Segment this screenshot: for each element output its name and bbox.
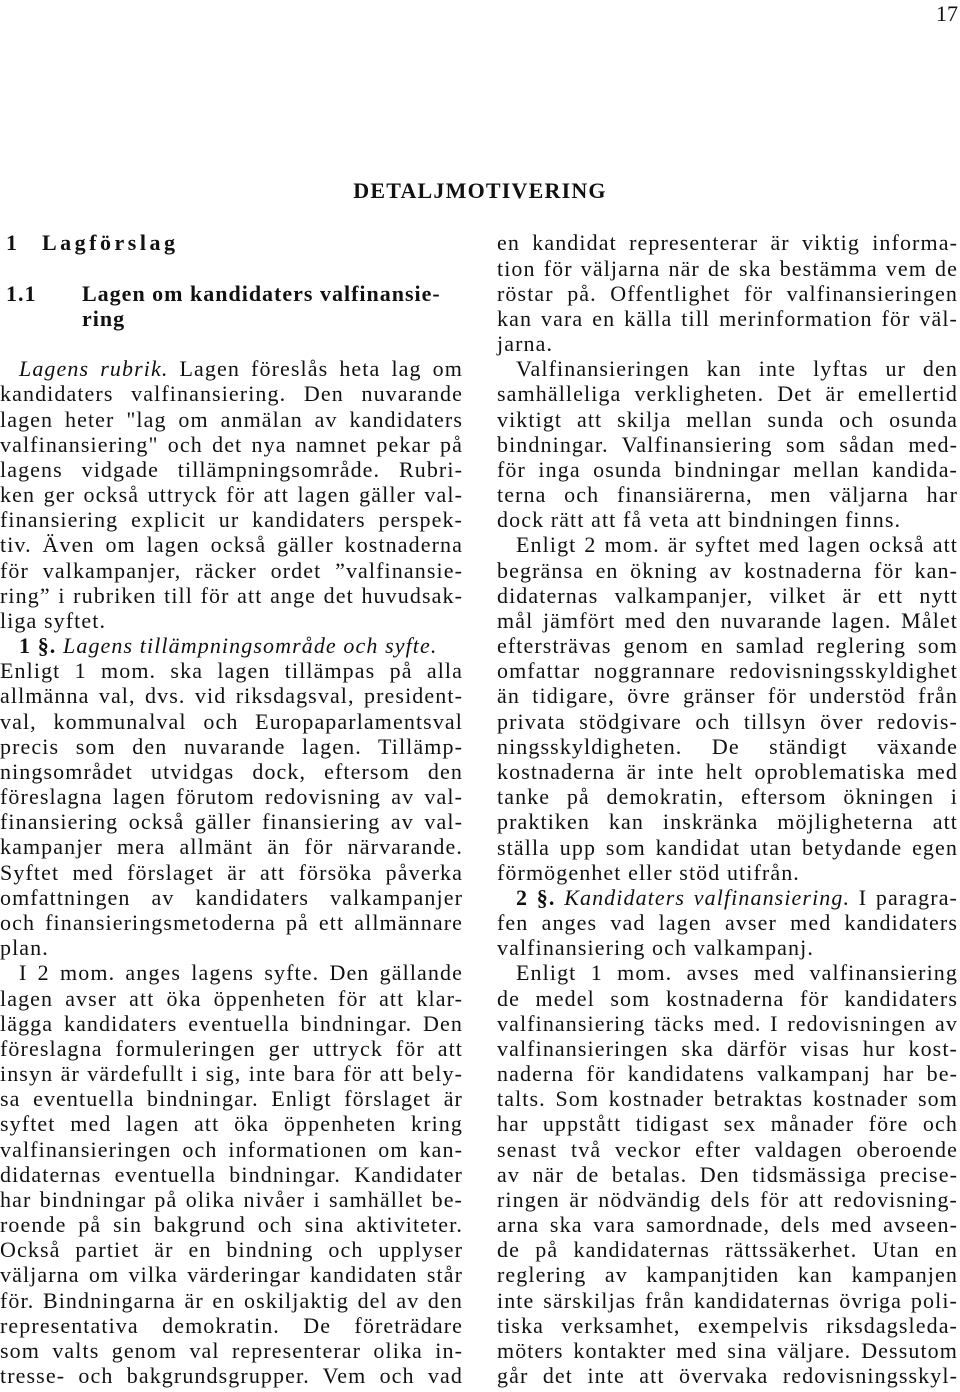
text-line <box>0 1011 463 1036</box>
paragraph-2-mom <box>0 960 463 1388</box>
line-text: tion för väljarna när de ska bestämma vem de <box>497 255 958 281</box>
line-text: och finansieringsmetoderna på ett allmännare <box>0 910 463 935</box>
paragraph-1-mom <box>0 658 463 960</box>
line-text: Lagen föreslås heta lag om <box>179 356 463 382</box>
text-line <box>0 1288 463 1313</box>
line-text: viktigt att skilja mellan sunda och osunda <box>497 406 958 432</box>
text-line <box>497 1187 958 1212</box>
line-text: dock rätt att få veta att bindningen finns. <box>497 507 902 533</box>
text-line <box>497 734 958 759</box>
text-line <box>497 1338 958 1363</box>
line-text: ningsskyldigheten. De ständigt växande <box>497 733 958 759</box>
text-line <box>497 331 958 356</box>
chapter-heading <box>0 230 463 255</box>
text-line <box>497 230 958 255</box>
text-line <box>497 608 958 633</box>
text-line <box>497 1212 958 1237</box>
text-line <box>0 1187 463 1212</box>
text-line <box>0 1262 463 1287</box>
line-text: roende på sin bakgrund och sina aktiviteter. <box>0 1212 463 1238</box>
text-line <box>497 1363 958 1388</box>
text-line <box>497 281 958 306</box>
text-line <box>0 885 463 910</box>
text-line <box>0 734 463 759</box>
line-text: precis som den nuvarande lagen. Tillämp- <box>0 733 463 759</box>
line-text: väljarna om vilka värderingar kandidaten står <box>0 1262 463 1288</box>
line-text: privata stödgivare och tillsyn över redovis- <box>497 708 958 734</box>
text-line <box>497 709 958 734</box>
text-line <box>497 784 958 809</box>
text-line <box>0 709 463 734</box>
line-text: naderna för kandidatens valkampanj har be- <box>497 1061 958 1087</box>
line-text: ring” i rubriken till för att ange det huvudsak- <box>0 582 463 608</box>
line-text: kandidaters valfinansiering. Den nuvarande <box>0 381 463 407</box>
line-text: kostnaderna är inte helt oproblematiska med <box>497 759 958 784</box>
text-line <box>0 1338 463 1363</box>
line-text: har bindningar på olika nivåer i samhället be- <box>0 1186 463 1212</box>
line-text: samhälleliga verkligheten. Det är emellertid <box>497 381 958 407</box>
paragraph-2-mom <box>497 532 958 884</box>
text-line <box>497 457 958 482</box>
line-text: de medel som kostnaderna för kandidaters <box>497 985 958 1011</box>
text-line <box>0 1313 463 1338</box>
line-text: går det inte att övervaka redovisningsskyl- <box>497 1363 958 1389</box>
right-column <box>497 230 958 1388</box>
line-text: insyn är värdefullt i sig, inte bara för att bely- <box>0 1061 463 1087</box>
paragraph-lagens-rubrik <box>0 356 463 633</box>
line-text: Också partiet är en bindning och upplyser <box>0 1237 463 1263</box>
line-text: lägga kandidaters eventuella bindningar. Den <box>0 1010 463 1036</box>
text-line <box>497 633 958 658</box>
line-text: kampanjer mera allmänt än för närvarande. <box>0 834 463 860</box>
paragraph-1-mom <box>497 960 958 1388</box>
line-text: en kandidat representerar är viktig informa- <box>497 230 958 256</box>
text-line <box>497 860 958 885</box>
line-text: föreslagna lagen förutom redovisning av val- <box>0 784 463 810</box>
page-number: 17 <box>936 1 958 26</box>
text-line <box>497 1086 958 1111</box>
text-line <box>497 1162 958 1187</box>
text-line <box>0 381 463 406</box>
line-text: arna ska vara samordnade, dels med avseen- <box>497 1212 958 1238</box>
section-title-line: Lagen om kandidaters valfinansie- <box>82 280 441 306</box>
paragraph-title: Kandidaters valfinansiering. <box>564 884 851 910</box>
line-text: för valkampanjer, räcker ordet ”valfinansie- <box>0 557 463 583</box>
paragraph-continued <box>497 230 958 356</box>
line-text: Syftet med förslaget är att försöka påverka <box>0 859 463 885</box>
line-text: omfattar noggrannare redovisningsskyldighet <box>497 658 958 684</box>
text-line <box>497 306 958 331</box>
line-text: lagen heter "lag om anmälan av kandidaters <box>0 406 463 432</box>
line-text: förmögenhet eller stöd utifrån. <box>497 859 800 885</box>
text-line <box>0 1212 463 1237</box>
text-line <box>497 1111 958 1136</box>
text-line <box>497 1262 958 1287</box>
text-line <box>497 1137 958 1162</box>
line-text: ken ger också uttryck för att lagen gäller val- <box>0 482 463 508</box>
text-line <box>497 658 958 683</box>
line-text: lagens vidgade tillämpningsområde. Rubri- <box>0 456 463 482</box>
line-text: talts. Som kostnader betraktas kostnader som <box>497 1086 958 1112</box>
line-text: ringen är nödvändig dels för att redovisning- <box>497 1186 958 1212</box>
line-text: har uppstått tidigast sex månader före och <box>497 1111 958 1137</box>
text-line <box>0 1137 463 1162</box>
line-text: för inga osunda bindningar mellan kandida- <box>497 456 958 482</box>
line-text: didaternas valkampanjer, vilket är ett nytt <box>497 582 958 608</box>
line-text: valfinansiering" och det nya namnet pekar på <box>0 431 463 457</box>
text-line <box>0 558 463 583</box>
text-line <box>497 885 958 910</box>
section-title-line: ring <box>82 305 126 331</box>
line-text: röstar på. Offentlighet för valfinansieringen <box>497 280 958 306</box>
text-line <box>497 1036 958 1061</box>
text-line <box>497 835 958 860</box>
text-line <box>497 432 958 457</box>
text-line <box>497 507 958 532</box>
text-line <box>497 1313 958 1338</box>
text-line <box>497 532 958 557</box>
paragraph-2-section <box>497 885 958 961</box>
text-line <box>497 583 958 608</box>
text-line <box>497 683 958 708</box>
text-line <box>0 407 463 432</box>
text-line <box>0 960 463 985</box>
line-text: möters kontakter med sina väljare. Dessutom <box>497 1337 958 1363</box>
text-line <box>0 356 463 381</box>
line-text: representativa demokratin. De företrädare <box>0 1312 463 1338</box>
line-text: I 2 mom. anges lagens syfte. Den gällande <box>19 960 463 986</box>
text-line <box>0 507 463 532</box>
line-text: didaternas eventuella bindningar. Kandidater <box>0 1161 463 1187</box>
text-line <box>497 558 958 583</box>
text-line <box>497 1061 958 1086</box>
paragraph-number: 2 §. <box>516 884 556 910</box>
text-line <box>497 356 958 381</box>
text-line <box>0 1237 463 1262</box>
line-text: ställa upp som kandidat utan betydande egen <box>497 834 958 860</box>
paragraph-1-heading <box>0 633 463 658</box>
line-text: kan vara en källa till merinformation för väl- <box>497 305 958 331</box>
line-text: föreslagna formuleringen ger uttryck för att <box>0 1035 463 1061</box>
line-text: plan. <box>0 935 49 961</box>
line-text: de på kandidaternas rättssäkerhet. Utan en <box>497 1237 958 1263</box>
line-text: praktiken kan inskränka möjligheterna att <box>497 809 958 835</box>
text-line <box>0 1111 463 1136</box>
text-line <box>497 935 958 960</box>
section-title: DETALJMOTIVERING <box>353 178 607 203</box>
paragraph-lead: Lagens rubrik. <box>19 356 169 382</box>
line-text: Enligt 1 mom. ska lagen tillämpas på alla <box>0 658 463 684</box>
text-line <box>0 834 463 859</box>
text-line <box>497 407 958 432</box>
line-text: finansiering explicit ur kandidaters perspek- <box>0 507 463 533</box>
line-text: reglering av kampanjtiden kan kampanjen <box>497 1262 958 1288</box>
line-text: Enligt 2 mom. är syftet med lagen också att <box>516 532 958 558</box>
text-line <box>0 1363 463 1388</box>
line-text: sa eventuella bindningar. Enligt förslaget är <box>0 1086 463 1112</box>
chapter-title: Lagförslag <box>42 230 179 256</box>
line-text: I paragra- <box>858 884 958 910</box>
line-text: tiv. Även om lagen också gäller kostnaderna <box>0 532 463 558</box>
line-text: liga syftet. <box>0 607 107 633</box>
line-text: eftersträvas genom en samlad reglering som <box>497 633 958 659</box>
spacer <box>0 331 463 356</box>
text-line <box>0 1086 463 1111</box>
line-text: jarna. <box>497 331 554 357</box>
line-text: mål jämfört med den nuvarande lagen. Målet <box>497 607 958 633</box>
line-text: inte särskiljas från kandidaternas övriga poli- <box>497 1287 958 1313</box>
text-line <box>0 583 463 608</box>
line-text: valfinansiering och valkampanj. <box>497 935 814 961</box>
line-text: senast två veckor efter valdagen oberoende <box>497 1136 958 1162</box>
text-line <box>497 759 958 784</box>
line-text: ningsområdet utvidgas dock, eftersom den <box>0 758 463 784</box>
text-line <box>0 860 463 885</box>
text-line <box>0 432 463 457</box>
text-line <box>497 986 958 1011</box>
line-text: begränsa en ökning av kostnaderna för kan- <box>497 557 958 583</box>
line-text: terna och finansiärerna, men väljarna har <box>497 482 958 508</box>
text-line <box>497 482 958 507</box>
text-line <box>0 1162 463 1187</box>
section-number: 1.1 <box>6 280 37 306</box>
text-line <box>0 608 463 633</box>
text-line <box>0 482 463 507</box>
line-text: allmänna val, dvs. vid riksdagsval, president- <box>0 683 463 709</box>
text-line <box>0 683 463 708</box>
text-line <box>0 532 463 557</box>
text-line <box>497 809 958 834</box>
text-line <box>0 1061 463 1086</box>
section-heading <box>0 281 463 331</box>
line-text: lagen avser att öka öppenheten för att klar- <box>0 985 463 1011</box>
line-text: av när de betalas. Den tidsmässiga precise- <box>497 1161 958 1187</box>
line-text: tanke på demokratin, eftersom ökningen i <box>497 784 958 810</box>
text-line <box>497 256 958 281</box>
text-line <box>497 1288 958 1313</box>
text-line <box>497 1237 958 1262</box>
text-line <box>497 381 958 406</box>
text-line <box>497 1011 958 1036</box>
text-line <box>0 784 463 809</box>
line-text: valfinansieringen ska därför visas hur kost- <box>497 1035 958 1061</box>
text-line <box>0 809 463 834</box>
line-text: tiska verksamhet, exempelvis riksdagsleda- <box>497 1312 958 1338</box>
paragraph-valfinansiering <box>497 356 958 532</box>
text-line <box>497 960 958 985</box>
line-text: fen anges vad lagen avser med kandidaters <box>497 910 958 936</box>
line-text: omfattningen av kandidaters valkampanjer <box>0 884 463 910</box>
line-text: Enligt 1 mom. avses med valfinansiering <box>516 960 958 986</box>
text-line <box>0 986 463 1011</box>
line-text: tresse- och bakgrundsgrupper. Vem och vad <box>0 1363 463 1389</box>
spacer <box>0 256 463 281</box>
line-text: val, kommunalval och Europaparlamentsval <box>0 708 463 734</box>
text-line <box>497 910 958 935</box>
line-text: än tidigare, övre gränser för understöd från <box>497 683 958 709</box>
line-text: bindningar. Valfinansiering som sådan med- <box>497 431 958 457</box>
text-line <box>0 910 463 935</box>
text-line <box>0 1036 463 1061</box>
line-text: Valfinansieringen kan inte lyftas ur den <box>516 356 958 382</box>
chapter-number: 1 <box>6 230 18 256</box>
line-text: valfinansieringen och informationen om kan- <box>0 1136 463 1162</box>
line-text: som valts genom val representerar olika in- <box>0 1337 463 1363</box>
text-line <box>0 935 463 960</box>
text-line <box>0 457 463 482</box>
text-line <box>0 759 463 784</box>
line-text: syftet med lagen att öka öppenheten kring <box>0 1111 463 1137</box>
line-text: finansiering också gäller finansiering av val- <box>0 809 463 835</box>
line-text: valfinansiering täcks med. I redovisningen av <box>497 1010 958 1036</box>
left-column <box>0 230 463 1388</box>
paragraph-title: Lagens tillämpningsområde och syfte. <box>63 633 438 659</box>
paragraph-number: 1 §. <box>19 633 57 659</box>
text-line <box>0 658 463 683</box>
line-text: för. Bindningarna är en oskiljaktig del av den <box>0 1287 463 1313</box>
